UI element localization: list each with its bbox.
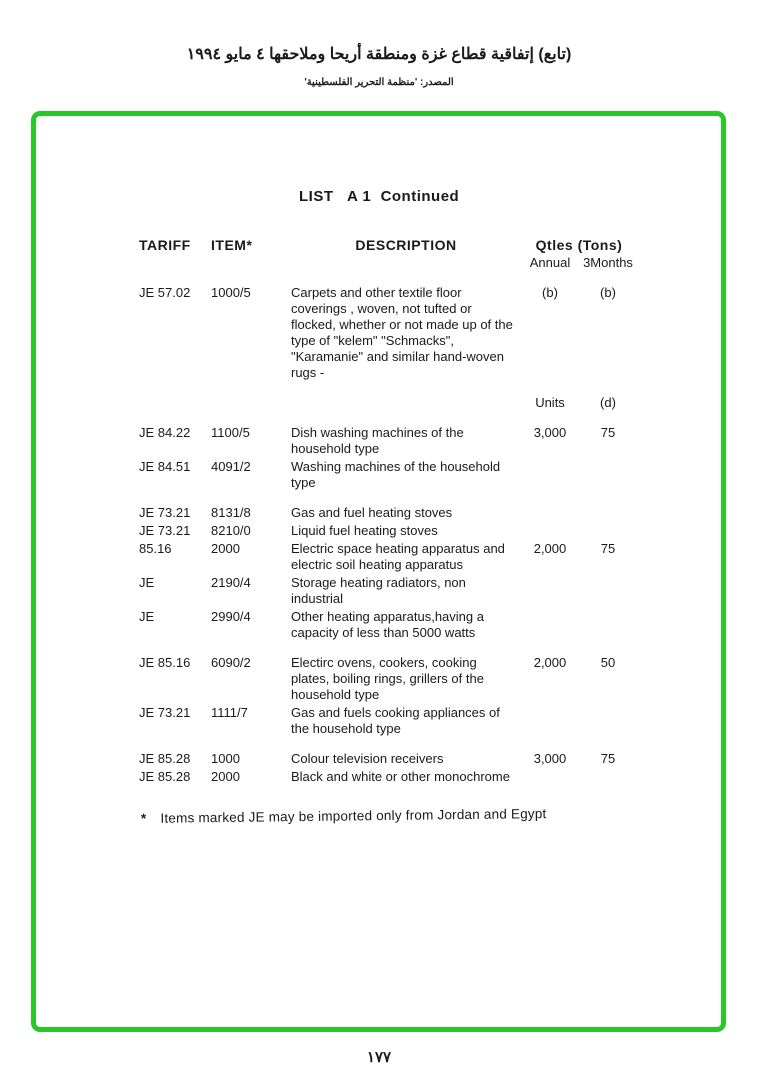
- row-item: 1000: [211, 751, 240, 766]
- row-months: (d): [600, 395, 616, 410]
- row-tariff: JE 85.16: [139, 655, 191, 670]
- table-row: [139, 609, 639, 641]
- table-row: [139, 769, 639, 785]
- col-header-description: DESCRIPTION: [355, 237, 457, 253]
- row-tariff: JE 57.02: [139, 285, 191, 300]
- row-annual: 2,000: [533, 655, 567, 670]
- row-annual: [521, 523, 579, 539]
- row-description: Washing machines of the household type: [291, 459, 501, 490]
- row-item: 2000: [211, 769, 240, 784]
- row-description: Colour television receivers: [291, 751, 444, 766]
- row-item: 2990/4: [211, 609, 251, 624]
- row-description: Gas and fuel heating stoves: [291, 505, 453, 520]
- table-row: [139, 459, 639, 491]
- table-row: [139, 505, 639, 521]
- table-row: [139, 285, 639, 381]
- table-row: [139, 395, 639, 411]
- row-months: [579, 769, 637, 785]
- row-item: 1000/5: [211, 285, 251, 300]
- row-months: 50: [600, 655, 616, 670]
- table-row-group: [139, 425, 639, 491]
- row-tariff: JE: [139, 575, 155, 590]
- content-border-box: [31, 111, 726, 1032]
- agreement-title-arabic: (تابع) إتفاقية قطاع غزة ومنطقة أريحا وملاحقها ٤ مايو ١٩٩٤: [186, 46, 572, 63]
- row-description: Electric space heating apparatus and electric soil heating apparatus: [291, 541, 505, 572]
- row-description: Gas and fuels cooking appliances of the household type: [291, 705, 500, 736]
- row-annual: Units: [535, 395, 565, 410]
- row-description: Electirc ovens, cookers, cooking plates, boiling rings, grillers of the household type: [291, 655, 484, 702]
- row-annual: 3,000: [533, 751, 567, 766]
- table-row: [139, 523, 639, 539]
- row-months: 75: [600, 425, 616, 440]
- row-tariff: JE 73.21: [139, 523, 191, 538]
- col-header-item: ITEM*: [211, 237, 253, 253]
- table-row: [139, 575, 639, 607]
- row-item: 8131/8: [211, 505, 251, 520]
- row-months: [579, 459, 637, 491]
- table-row: [139, 425, 639, 457]
- row-item: 1111/7: [211, 705, 248, 720]
- row-tariff: 85.16: [139, 541, 172, 556]
- arabic-header: [0, 44, 758, 88]
- row-description: [291, 395, 521, 411]
- row-item: 2000: [211, 541, 240, 556]
- table-row: [139, 541, 639, 573]
- row-description: Other heating apparatus,having a capacity of less than 5000 watts: [291, 609, 484, 640]
- row-months: [579, 575, 637, 607]
- row-annual: (b): [542, 285, 558, 300]
- row-months: [579, 505, 637, 521]
- col-header-qties: Qtles (Tons): [535, 237, 623, 253]
- table-row-group: [139, 751, 639, 785]
- list-title: LIST A 1 Continued: [299, 188, 460, 205]
- row-annual: 3,000: [533, 425, 567, 440]
- row-item: 6090/2: [211, 655, 251, 670]
- row-tariff: JE: [139, 609, 155, 624]
- col-subheader-3months: 3Months: [583, 255, 633, 270]
- table-row-group: [139, 285, 639, 381]
- row-item: 8210/0: [211, 523, 251, 538]
- table-row-group: [139, 505, 639, 641]
- table-body: [139, 285, 639, 785]
- row-annual: [521, 459, 579, 491]
- col-subheader-annual: Annual: [529, 255, 571, 270]
- row-annual: [521, 505, 579, 521]
- table-row: [139, 705, 639, 737]
- table-row-group: [139, 655, 639, 737]
- row-tariff: JE 73.21: [139, 705, 191, 720]
- row-description: Black and white or other monochrome: [291, 769, 510, 784]
- row-annual: [521, 705, 579, 737]
- row-description: Carpets and other textile floor coverings , woven, not tufted or flocked, whether or not made up of the type of "kelem" "Schmacks", "Karamanie" and similar hand-woven rugs -: [291, 285, 513, 380]
- footnote-text: Items marked JE may be imported only from Jordan and Egypt: [160, 806, 547, 826]
- row-tariff: JE 85.28: [139, 769, 191, 784]
- col-header-tariff: TARIFF: [139, 237, 191, 253]
- row-annual: [521, 575, 579, 607]
- row-annual: 2,000: [533, 541, 567, 556]
- page-number: ١٧٧: [366, 1049, 392, 1066]
- row-months: (b): [600, 285, 616, 300]
- row-tariff: JE 73.21: [139, 505, 191, 520]
- row-item: 2190/4: [211, 575, 251, 590]
- row-months: [579, 523, 637, 539]
- table-row-group: [139, 395, 639, 411]
- row-annual: [521, 769, 579, 785]
- table-row: [139, 751, 639, 767]
- row-description: Liquid fuel heating stoves: [291, 523, 438, 538]
- tariff-table: [139, 237, 639, 785]
- row-months: 75: [600, 541, 616, 556]
- row-item: 4091/2: [211, 459, 251, 474]
- row-tariff: JE 84.22: [139, 425, 191, 440]
- row-description: Storage heating radiators, non industrial: [291, 575, 466, 606]
- row-tariff: JE 85.28: [139, 751, 191, 766]
- source-line-arabic: المصدر: 'منظمة التحرير الفلسطينية': [304, 77, 454, 88]
- row-description: Dish washing machines of the household type: [291, 425, 464, 456]
- row-item: 1100/5: [211, 425, 250, 440]
- table-row: [139, 655, 639, 703]
- row-months: [579, 609, 637, 641]
- row-months: 75: [600, 751, 616, 766]
- footnote: [141, 804, 721, 826]
- row-months: [579, 705, 637, 737]
- row-tariff: JE 84.51: [139, 459, 191, 474]
- footnote-marker: *: [140, 810, 147, 826]
- row-annual: [521, 609, 579, 641]
- row-item: [211, 395, 291, 411]
- row-tariff: [139, 395, 211, 411]
- table-header: [139, 237, 639, 271]
